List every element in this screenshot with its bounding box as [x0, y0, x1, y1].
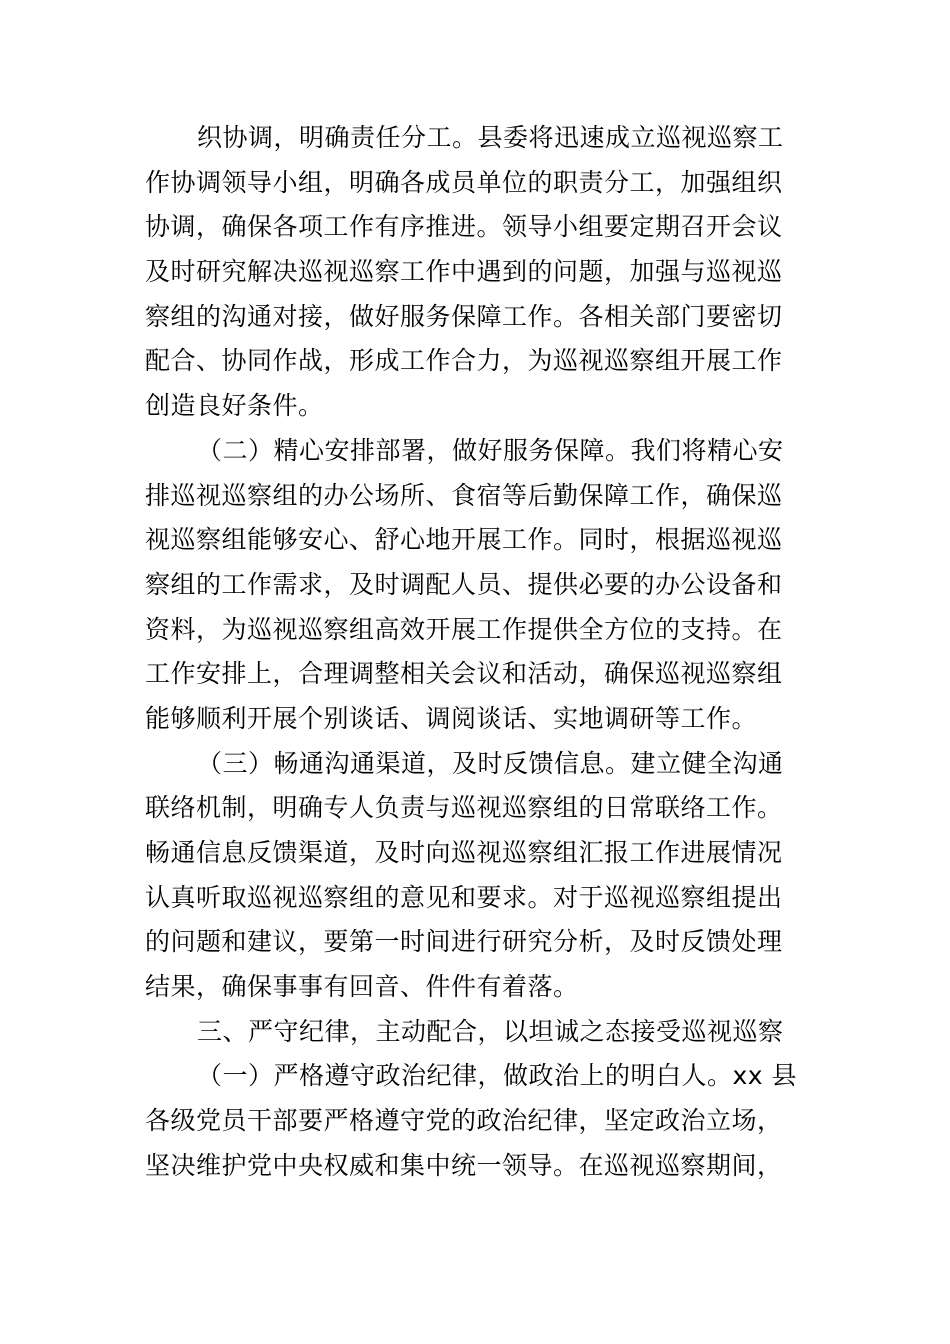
text-line: 的问题和建议，要第一时间进行研究分析，及时反馈处理 — [145, 927, 783, 957]
text-line: 能够顺利开展个别谈话、调阅谈话、实地调研等工作。 — [145, 703, 758, 733]
text-line: 察组的工作需求，及时调配人员、提供必要的办公设备和 — [145, 569, 783, 599]
text-line: 畅通信息反馈渠道，及时向巡视巡察组汇报工作进展情况 — [145, 838, 783, 867]
text-line: 工作安排上，合理调整相关会议和活动，确保巡视巡察组 — [145, 659, 783, 689]
text-line: 创造良好条件。 — [145, 391, 324, 421]
text-line: 排巡视巡察组的办公场所、食宿等后勤保障工作，确保巡 — [145, 480, 783, 510]
section-heading-2: （二）精心安排部署，做好服务保障。我们将精心安 — [197, 435, 784, 465]
section-heading-1: （一）严格遵守政治纪律，做政治上的明白人。xx 县 — [197, 1061, 798, 1091]
text-line: 结果，确保事事有回音、件件有着落。 — [145, 972, 579, 1002]
chapter-heading-3: 三、严守纪律，主动配合，以坦诚之态接受巡视巡察 — [197, 1016, 784, 1046]
section-heading-3: （三）畅通沟通渠道，及时反馈信息。建立健全沟通 — [197, 748, 784, 778]
text-line: 协调，确保各项工作有序推进。领导小组要定期召开会议 — [145, 212, 783, 242]
text-line: 视巡察组能够安心、舒心地开展工作。同时，根据巡视巡 — [145, 525, 783, 555]
text-line: 作协调领导小组，明确各成员单位的职责分工，加强组织 — [145, 167, 783, 197]
text-line: 织协调，明确责任分工。县委将迅速成立巡视巡察工 — [197, 123, 784, 152]
text-line: 坚决维护党中央权威和集中统一领导。在巡视巡察期间， — [145, 1150, 783, 1180]
text-line: 资料，为巡视巡察组高效开展工作提供全方位的支持。在 — [145, 614, 783, 644]
body-text — [145, 116, 810, 1189]
text-line: 认真听取巡视巡察组的意见和要求。对于巡视巡察组提出 — [145, 882, 783, 912]
text-line: 及时研究解决巡视巡察工作中遇到的问题，加强与巡视巡 — [145, 257, 783, 287]
text-line: 联络机制，明确专人负责与巡视巡察组的日常联络工作。 — [145, 793, 783, 823]
text-line: 察组的沟通对接，做好服务保障工作。各相关部门要密切 — [145, 301, 783, 331]
text-line: 配合、协同作战，形成工作合力，为巡视巡察组开展工作 — [145, 346, 783, 376]
text-line: 各级党员干部要严格遵守党的政治纪律，坚定政治立场， — [145, 1106, 783, 1136]
